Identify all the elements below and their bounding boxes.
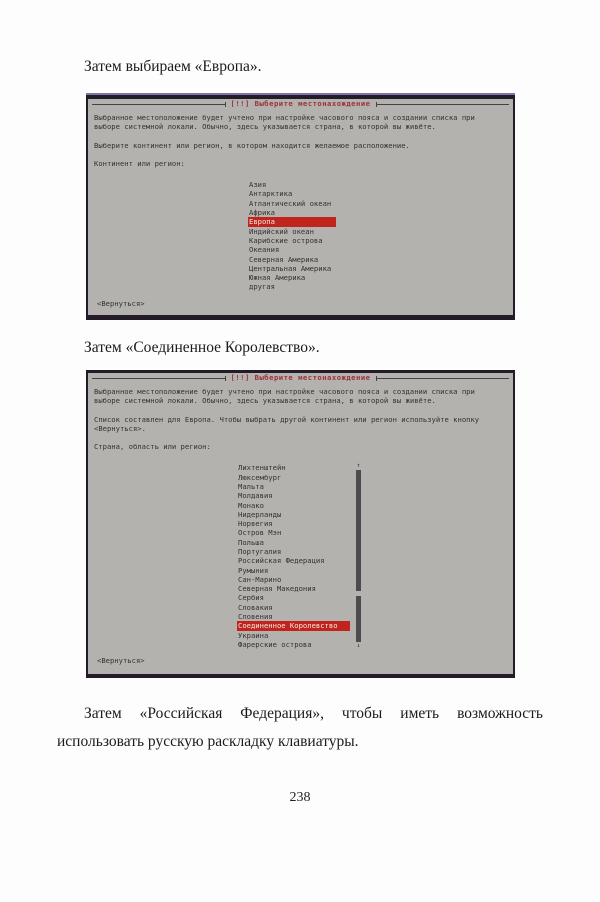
list-item[interactable]: Польша — [238, 537, 264, 547]
scrollbar-track[interactable] — [356, 470, 361, 642]
list-item[interactable]: Океания — [249, 245, 280, 255]
list-item[interactable]: Азия — [249, 180, 267, 190]
list-item[interactable]: Северная Македония — [238, 584, 316, 594]
list-item[interactable]: Люксембург — [238, 472, 282, 482]
list-item[interactable]: Центральная Америка — [249, 263, 332, 273]
list-item[interactable]: Европа — [248, 217, 336, 226]
dialog-text-line: Выбранное местоположение будет учтено при настройке часового пояса и создании списка при — [94, 113, 475, 122]
scrollbar-thumb[interactable] — [356, 591, 361, 596]
dialog-text-line: выборе системной локали. Обычно, здесь указывается страна, в которой вы живёте. — [94, 396, 436, 406]
paragraph-select-europe: Затем выбираем «Европа». — [84, 58, 262, 75]
blank-line — [94, 405, 507, 414]
installer-screenshot-continent — [86, 93, 515, 320]
list-item[interactable]: Африка — [249, 208, 275, 218]
dialog-title-bar — [92, 373, 509, 383]
blank-line — [94, 433, 507, 442]
go-back-button[interactable]: <Вернуться> — [97, 298, 145, 308]
dialog-body — [94, 113, 507, 168]
list-item[interactable]: Молдавия — [238, 491, 273, 501]
dialog-title: [!!] Выберите местонахождение — [230, 373, 371, 383]
document-page — [0, 53, 600, 902]
list-item[interactable]: Мальта — [238, 481, 264, 491]
paragraph-select-russia: Затем «Российская Федерация», чтобы иметь возможность использовать русскую раскладку клавиатуры. — [57, 705, 543, 750]
list-item[interactable]: Нидерланды — [238, 509, 282, 519]
country-list-area — [237, 463, 507, 649]
list-item[interactable]: Южная Америка — [249, 273, 306, 283]
title-rule-left — [92, 104, 226, 105]
list-item[interactable]: Атлантический океан — [249, 198, 332, 208]
list-item[interactable]: Румыния — [238, 565, 269, 575]
blank-line — [94, 131, 507, 140]
title-rule-left — [92, 378, 226, 379]
list-item[interactable]: Фарерские острова — [238, 639, 312, 649]
page-number: 238 — [289, 790, 311, 805]
dialog-text-line: Список составлен для Европа. Чтобы выбрать другой континент или регион используйте кнопку — [94, 414, 480, 424]
dialog-text-line: Выберите континент или регион, в котором находится желаемое расположение. — [94, 140, 410, 150]
list-item[interactable]: Норвегия — [238, 519, 273, 529]
list-item[interactable]: Сербия — [238, 593, 264, 603]
blank-line — [94, 150, 507, 159]
dialog-prompt: Страна, область или регион: — [94, 442, 211, 452]
dialog-text-line: выборе системной локали. Обычно, здесь указывается страна, в которой вы живёте. — [94, 122, 436, 132]
title-rule-right — [376, 378, 510, 379]
list-item[interactable]: Монако — [238, 500, 264, 510]
list-item[interactable]: Словения — [238, 612, 273, 622]
select-location-dialog-2 — [88, 373, 513, 674]
screenshot-top-border — [86, 93, 515, 95]
dialog-text-line: Выбранное местоположение будет учтено при настройке часового пояса и создании списка при — [94, 387, 475, 396]
installer-screenshot-country — [86, 370, 515, 678]
list-item[interactable]: Остров Мэн — [238, 528, 282, 538]
list-item[interactable]: Российская Федерация — [238, 556, 325, 566]
list-item[interactable]: Соединенное Королевство — [237, 621, 350, 630]
country-list — [237, 463, 350, 649]
dialog-body — [94, 387, 507, 451]
list-item[interactable]: Лихтенштейн — [238, 463, 286, 473]
list-item[interactable]: Карибские острова — [249, 235, 323, 245]
list-item[interactable]: Северная Америка — [249, 254, 319, 264]
go-back-button[interactable]: <Вернуться> — [97, 656, 145, 666]
list-scrollbar[interactable] — [356, 463, 361, 649]
list-item[interactable]: другая — [249, 282, 275, 292]
list-item[interactable]: Антарктика — [249, 189, 293, 199]
select-location-dialog-1 — [88, 99, 513, 315]
title-rule-right — [376, 104, 510, 105]
list-item[interactable]: Португалия — [238, 546, 282, 556]
dialog-prompt: Континент или регион: — [94, 158, 185, 168]
continent-list — [248, 180, 336, 292]
paragraph-select-uk: Затем «Соединенное Королевство». — [84, 339, 320, 356]
list-item[interactable]: Сан-Марино — [238, 574, 282, 584]
scroll-down-icon[interactable]: ↓ — [356, 642, 361, 650]
list-item[interactable]: Словакия — [238, 602, 273, 612]
list-item[interactable]: Индийский океан — [249, 226, 314, 236]
scroll-up-icon[interactable]: ↑ — [356, 462, 361, 470]
dialog-title-bar — [92, 99, 509, 109]
dialog-title: [!!] Выберите местонахождение — [230, 99, 371, 109]
dialog-text-line: <Вернуться>. — [94, 423, 146, 433]
list-item[interactable]: Украина — [238, 630, 269, 640]
